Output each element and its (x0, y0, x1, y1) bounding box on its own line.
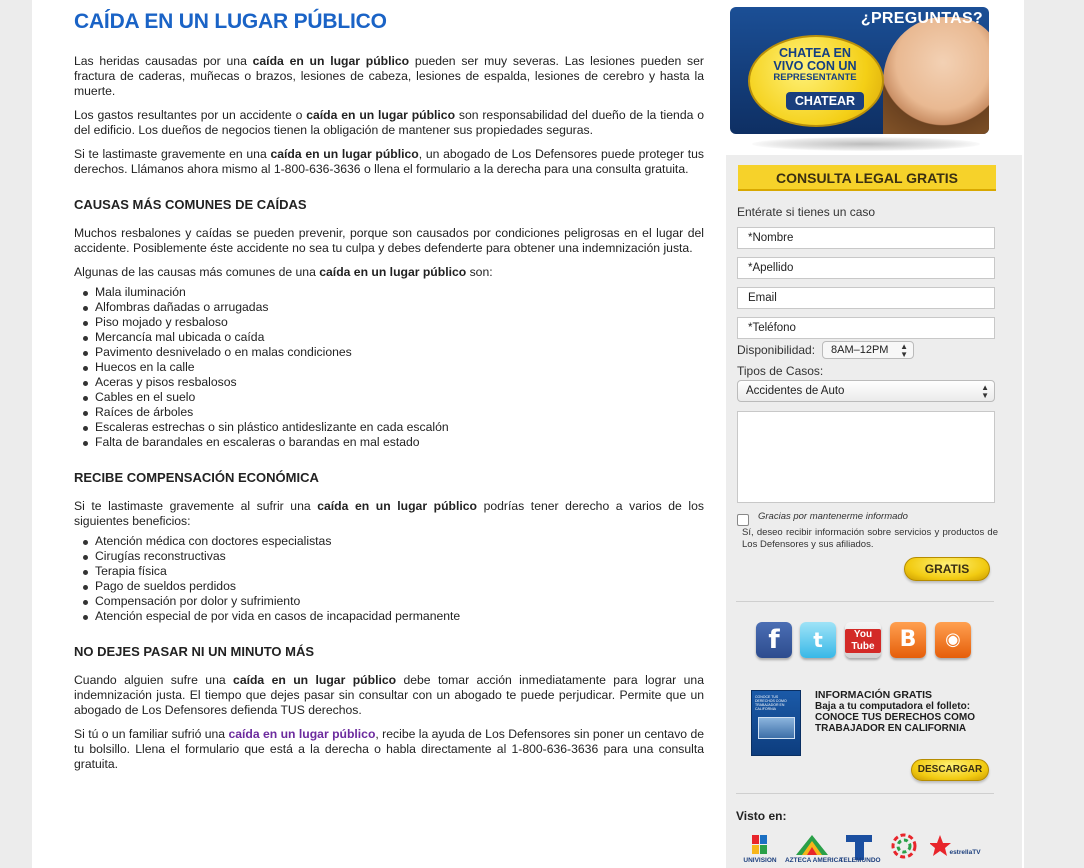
list-item: Atención especial de por vida en casos de incapacidad permanente (82, 609, 704, 624)
disponibilidad-select[interactable]: 8AM–12PM ▲ ▼ (822, 341, 914, 359)
preguntas-label: ¿PREGUNTAS? (860, 10, 983, 27)
compensacion-paragraph: Si te lastimaste gravemente al sufrir una caída en un lugar público podrías tener derecho a varios de los siguientes beneficios: (74, 499, 704, 528)
list-item: Alfombras dañadas o arrugadas (82, 300, 704, 315)
caida-link[interactable]: caída en un lugar público (228, 727, 376, 741)
list-item: Mala iluminación (82, 285, 704, 300)
page (32, 0, 1024, 868)
intro-paragraph-3: Si te lastimaste gravemente en una caída en un lugar público, un abogado de Los Defensores puede proteger tus derechos. Llámanos ahora mismo al 1-800-636-3636 o llena el formulario a la derecha para una consulta gratuita. (74, 147, 704, 176)
section-heading-causas: CAUSAS MÁS COMUNES DE CAÍDAS (74, 197, 307, 212)
gracias-label: Gracias por mantenerme informado (758, 511, 908, 522)
causas-paragraph: Muchos resbalones y caídas se pueden prevenir, porque son causados por condiciones peligrosas en el lugar del accidente. Posiblemente éste accidente no sea tu culpa y debes defenderte para obtener una indemnización justa. (74, 226, 704, 255)
select-arrows-icon: ▲ ▼ (981, 383, 989, 400)
facebook-icon[interactable]: f (756, 622, 792, 658)
list-item: Atención médica con doctores especialistas (82, 534, 704, 549)
visto-en-label: Visto en: (736, 809, 787, 823)
booklet-cover[interactable] (751, 690, 801, 756)
telefono-field[interactable]: *Teléfono (737, 317, 995, 339)
list-item: Cirugías reconstructivas (82, 549, 704, 564)
booklet-title: CONOCE TUS DERECHOS COMO TRABAJADOR EN CALIFORNIA (755, 695, 787, 711)
intro-paragraph-1: Las heridas causadas por una caída en un lugar público pueden ser muy severas. Las lesiones pueden ser fractura de caderas, muñecas o brazos, lesiones de cabeza, lesiones de espalda, lesiones de cerebro y hasta la muerte. (74, 54, 704, 98)
blogger-icon[interactable]: B (890, 622, 926, 658)
banner-shadow (752, 137, 980, 151)
causas-list (82, 285, 704, 450)
canal-23-logo (886, 833, 922, 867)
consulta-form (726, 155, 1022, 868)
section-heading-compensacion: RECIBE COMPENSACIÓN ECONÓMICA (74, 470, 319, 485)
list-item: Escaleras estrechas o sin plástico antideslizante en cada escalón (82, 420, 704, 435)
list-item: Compensación por dolor y sufrimiento (82, 594, 704, 609)
list-item: Mercancía mal ubicada o caída (82, 330, 704, 345)
main-content (74, 10, 704, 781)
chat-bubble-text: CHATEA EN VIVO CON UN REPRESENTANTE (773, 46, 857, 83)
list-item: Pavimento desnivelado o en malas condiciones (82, 345, 704, 360)
list-item: Terapia física (82, 564, 704, 579)
list-item: Piso mojado y resbaloso (82, 315, 704, 330)
intro-paragraph-2: Los gastos resultantes por un accidente o caída en un lugar público son responsabilidad del dueño de la tienda o del edificio. Los dueños de negocios tienen la obligación de mantener sus propiedades seguras. (74, 108, 705, 137)
apellido-field[interactable]: *Apellido (737, 257, 995, 279)
form-subtitle: Entérate si tienes un caso (737, 205, 876, 219)
tipos-select[interactable]: Accidentes de Auto ▲ ▼ (737, 380, 995, 402)
select-arrows-icon: ▲ ▼ (900, 342, 908, 359)
email-field[interactable]: Email (737, 287, 995, 309)
estrellatv-label: estrellaTV (949, 849, 981, 856)
list-item: Pago de sueldos perdidos (82, 579, 704, 594)
consent-text: Sí, deseo recibir información sobre servicios y productos de Los Defensores y sus afiliados. (742, 527, 998, 550)
azteca-label: AZTECA AMERICA (784, 857, 843, 864)
disponibilidad-label: Disponibilidad: (737, 343, 816, 357)
no-dejes-paragraph-2: Si tú o un familiar sufrió una caída en un lugar público, recibe la ayuda de Los Defensores sin poner un centavo de tu bolsillo. Llena el formulario que está a la derecha o habla directamente al 1-800-636-3636 para una consulta gratuita. (74, 727, 705, 771)
page-title: CAÍDA EN UN LUGAR PÚBLICO (74, 10, 387, 33)
list-item: Cables en el suelo (82, 390, 704, 405)
info-gratis: INFORMACIÓN GRATIS Baja a tu computadora el folleto: CONOCE TUS DERECHOS COMO TRABAJADOR EN CALIFORNIA (815, 689, 976, 734)
telemundo-label: TELEMUNDO (839, 857, 881, 864)
list-item: Raíces de árboles (82, 405, 704, 420)
youtube-icon[interactable]: You Tube (845, 622, 881, 658)
message-textarea[interactable] (737, 411, 995, 503)
twitter-icon[interactable]: t (800, 622, 836, 658)
divider (736, 793, 994, 794)
nombre-field[interactable]: *Nombre (737, 227, 995, 249)
descargar-button[interactable]: DESCARGAR (911, 759, 989, 781)
list-item: Aceras y pisos resbalosos (82, 375, 704, 390)
tipos-label: Tipos de Casos: (737, 364, 824, 378)
list-item: Huecos en la calle (82, 360, 704, 375)
newsletter-checkbox[interactable] (737, 514, 749, 526)
sidebar (724, 0, 1024, 868)
no-dejes-paragraph-1: Cuando alguien sufre una caída en un lugar público debe tomar acción inmediatamente para lograr una indemnización justa. El tiempo que dejes pasar sin consultar con un abogado te puede perjudicar. Permite que un abogado de Los Defensores defienda TUS derechos. (74, 673, 704, 717)
rss-icon[interactable]: ◉ (935, 622, 971, 658)
section-heading-no-dejes: NO DEJES PASAR NI UN MINUTO MÁS (74, 644, 315, 659)
chat-banner[interactable] (730, 7, 989, 134)
list-item: Falta de barandales en escaleras o barandas en mal estado (82, 435, 704, 450)
form-header: CONSULTA LEGAL GRATIS (738, 165, 996, 191)
gratis-button[interactable]: GRATIS (904, 557, 990, 581)
causas-intro: Algunas de las causas más comunes de una caída en un lugar público son: (74, 265, 493, 279)
univision-label: UNIVISION (743, 857, 777, 864)
booklet-photo (758, 717, 795, 739)
beneficios-list (82, 534, 704, 624)
representative-photo (883, 17, 989, 134)
chatear-button[interactable]: CHATEAR (786, 92, 864, 110)
divider (736, 601, 994, 602)
